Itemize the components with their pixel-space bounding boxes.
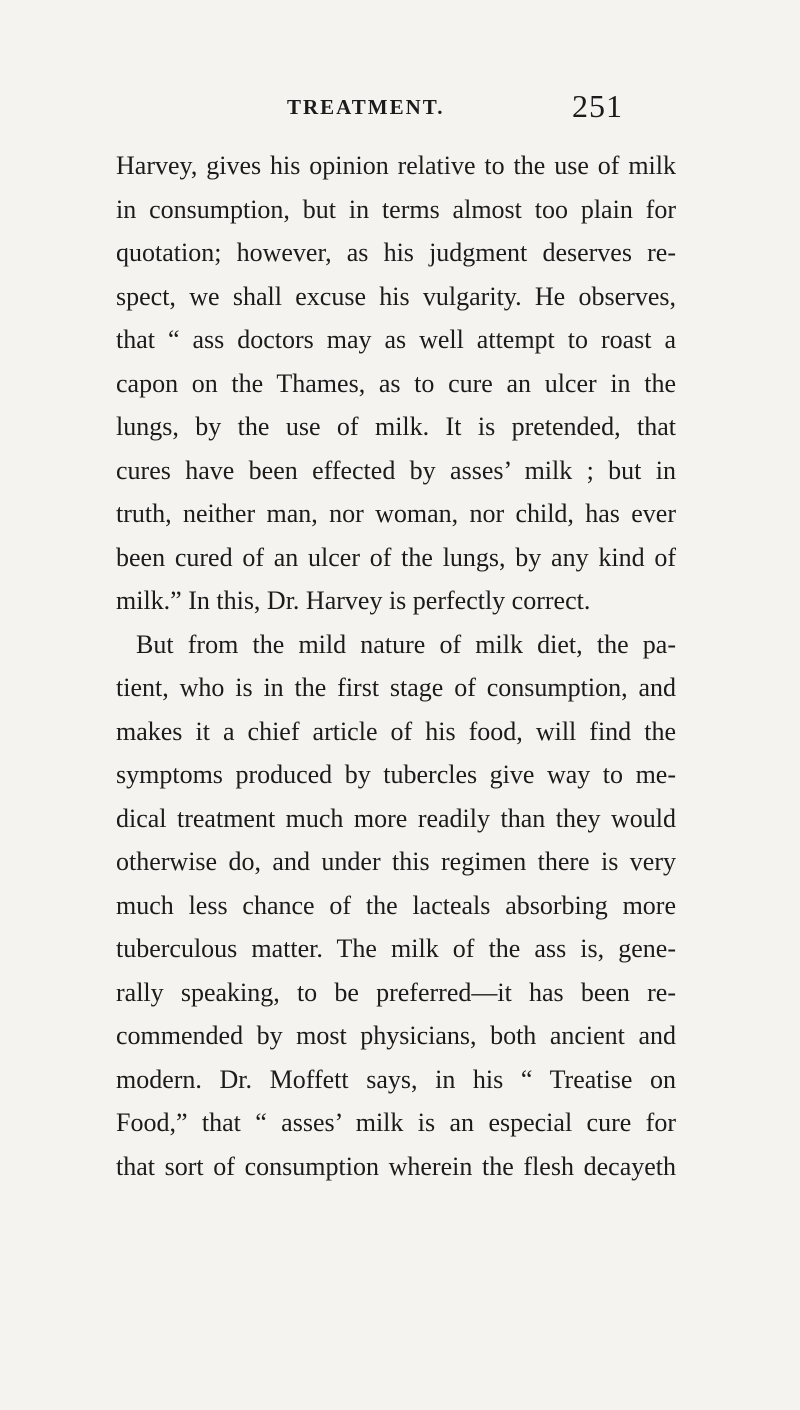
text-line: in consumption, but in terms almost too plain for — [116, 194, 676, 224]
text-line: that “ ass doctors may as well attempt to roast a — [116, 325, 676, 354]
text-line: commended by most physicians, both ancient and — [116, 1021, 676, 1050]
text-line: Harvey, gives his opinion relative to the use of milk — [116, 151, 676, 180]
running-head: TREATMENT. — [287, 95, 445, 119]
text-line: spect, we shall excuse his vulgarity. He observes, — [116, 281, 676, 311]
text-line: But from the mild nature of milk diet, the pa- — [136, 629, 676, 659]
text-line: milk.” In this, Dr. Harvey is perfectly correct. — [116, 586, 591, 615]
text-line: truth, neither man, nor woman, nor child, has ever — [116, 499, 676, 528]
page-number: 251 — [572, 88, 623, 124]
text-line: otherwise do, and under this regimen there is very — [116, 847, 676, 876]
text-line: that sort of consumption wherein the flesh decayeth — [116, 1151, 676, 1181]
text-line: rally speaking, to be preferred—it has been re- — [116, 977, 676, 1007]
text-line: cures have been effected by asses’ milk ; but in — [116, 455, 676, 485]
text-line: makes it a chief article of his food, will find the — [116, 716, 676, 746]
text-line: tuberculous matter. The milk of the ass is, gene- — [116, 934, 676, 963]
text-line: quotation; however, as his judgment deserves re- — [116, 238, 676, 267]
text-line: dical treatment much more readily than they would — [116, 803, 676, 833]
text-line: symptoms produced by tubercles give way to me- — [116, 760, 676, 789]
text-line: tient, who is in the first stage of consumption, and — [116, 673, 676, 702]
text-line: modern. Dr. Moffett says, in his “ Treatise on — [116, 1064, 676, 1094]
text-line: been cured of an ulcer of the lungs, by any kind of — [116, 542, 676, 572]
page-header — [0, 88, 800, 124]
text-line: capon on the Thames, as to cure an ulcer in the — [116, 368, 676, 398]
text-line: much less chance of the lacteals absorbing more — [116, 890, 676, 920]
body-text — [116, 144, 676, 1188]
text-line: Food,” that “ asses’ milk is an especial cure for — [116, 1108, 676, 1137]
text-line: lungs, by the use of milk. It is pretended, that — [116, 412, 676, 441]
